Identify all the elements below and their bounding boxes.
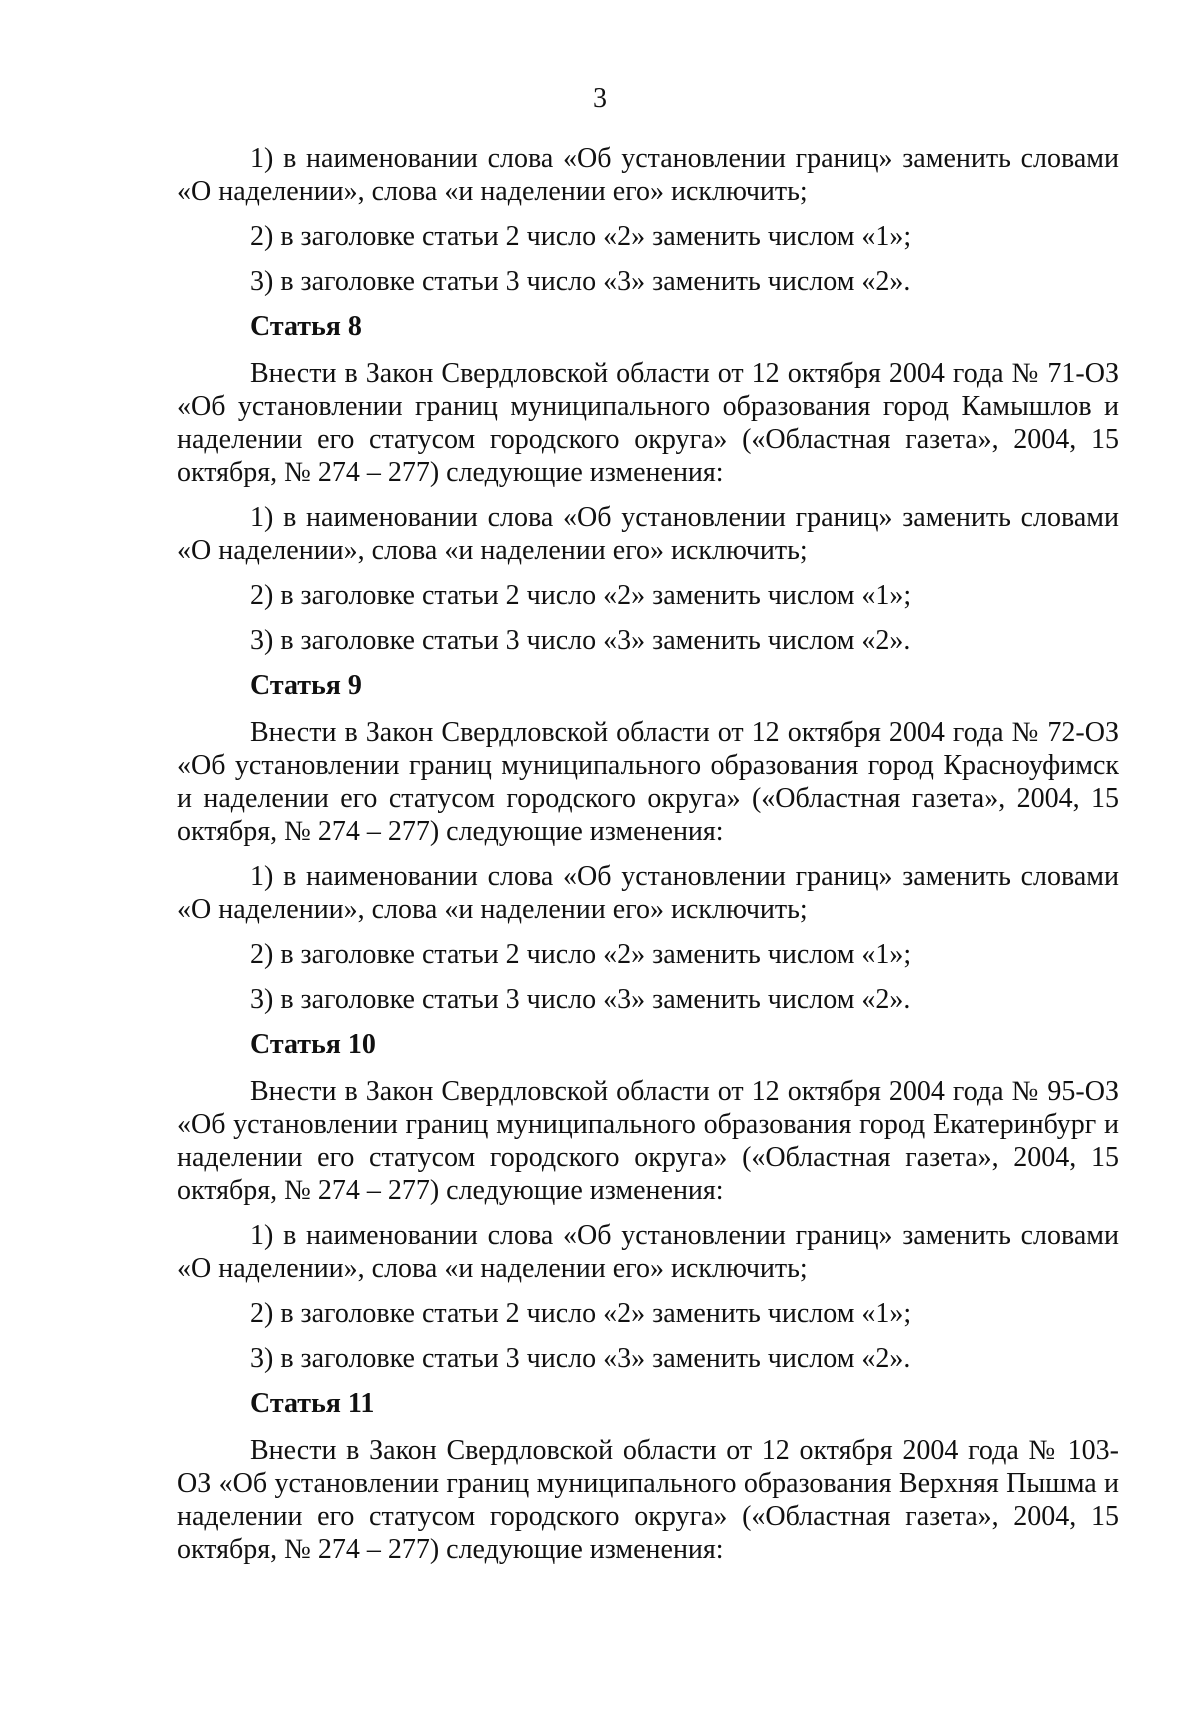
article-lead-paragraph: Внести в Закон Свердловской области от 12 октября 2004 года № 72-ОЗ «Об установлении границ муниципального образования город Красноуфимск и наделении его статусом городского округа» («Областная газета», 2004, 15 октября, № 274 – 277) следующие изменения: [177,717,1119,847]
amendment-item: 1) в наименовании слова «Об установлении границ» заменить словами «О наделении», слова «и наделении его» исключить; [177,861,1119,925]
article-lead-paragraph: Внести в Закон Свердловской области от 12 октября 2004 года № 103-ОЗ «Об установлении границ муниципального образования Верхняя Пышма и наделении его статусом городского округа» («Областная газета», 2004, 15 октября, № 274 – 277) следующие изменения: [177,1435,1119,1565]
amendment-item: 2) в заголовке статьи 2 число «2» заменить числом «1»; [250,1298,912,1329]
amendment-item: 3) в заголовке статьи 3 число «3» заменить числом «2». [250,984,911,1015]
amendment-item: 1) в наименовании слова «Об установлении границ» заменить словами «О наделении», слова «и наделении его» исключить; [177,502,1119,566]
amendment-item: 1) в наименовании слова «Об установлении границ» заменить словами «О наделении», слова «и наделении его» исключить; [177,143,1119,207]
amendment-item: 1) в наименовании слова «Об установлении границ» заменить словами «О наделении», слова «и наделении его» исключить; [177,1220,1119,1284]
article-heading: Статья 10 [250,1029,376,1060]
amendment-item: 3) в заголовке статьи 3 число «3» заменить числом «2». [250,1343,911,1374]
amendment-item: 3) в заголовке статьи 3 число «3» заменить числом «2». [250,266,911,297]
article-heading: Статья 9 [250,670,362,701]
document-body [177,142,1119,1578]
article-heading: Статья 11 [250,1388,375,1419]
amendment-item: 2) в заголовке статьи 2 число «2» заменить числом «1»; [250,939,912,970]
amendment-item: 2) в заголовке статьи 2 число «2» заменить числом «1»; [250,580,912,611]
amendment-item: 3) в заголовке статьи 3 число «3» заменить числом «2». [250,625,911,656]
article-lead-paragraph: Внести в Закон Свердловской области от 12 октября 2004 года № 71-ОЗ «Об установлении границ муниципального образования город Камышлов и наделении его статусом городского округа» («Областная газета», 2004, 15 октября, № 274 – 277) следующие изменения: [177,358,1119,488]
amendment-item: 2) в заголовке статьи 2 число «2» заменить числом «1»; [250,221,912,252]
article-lead-paragraph: Внести в Закон Свердловской области от 12 октября 2004 года № 95-ОЗ «Об установлении границ муниципального образования город Екатеринбург и наделении его статусом городского округа» («Областная газета», 2004, 15 октября, № 274 – 277) следующие изменения: [177,1076,1119,1206]
page-number: 3 [593,83,607,114]
article-heading: Статья 8 [250,311,362,342]
